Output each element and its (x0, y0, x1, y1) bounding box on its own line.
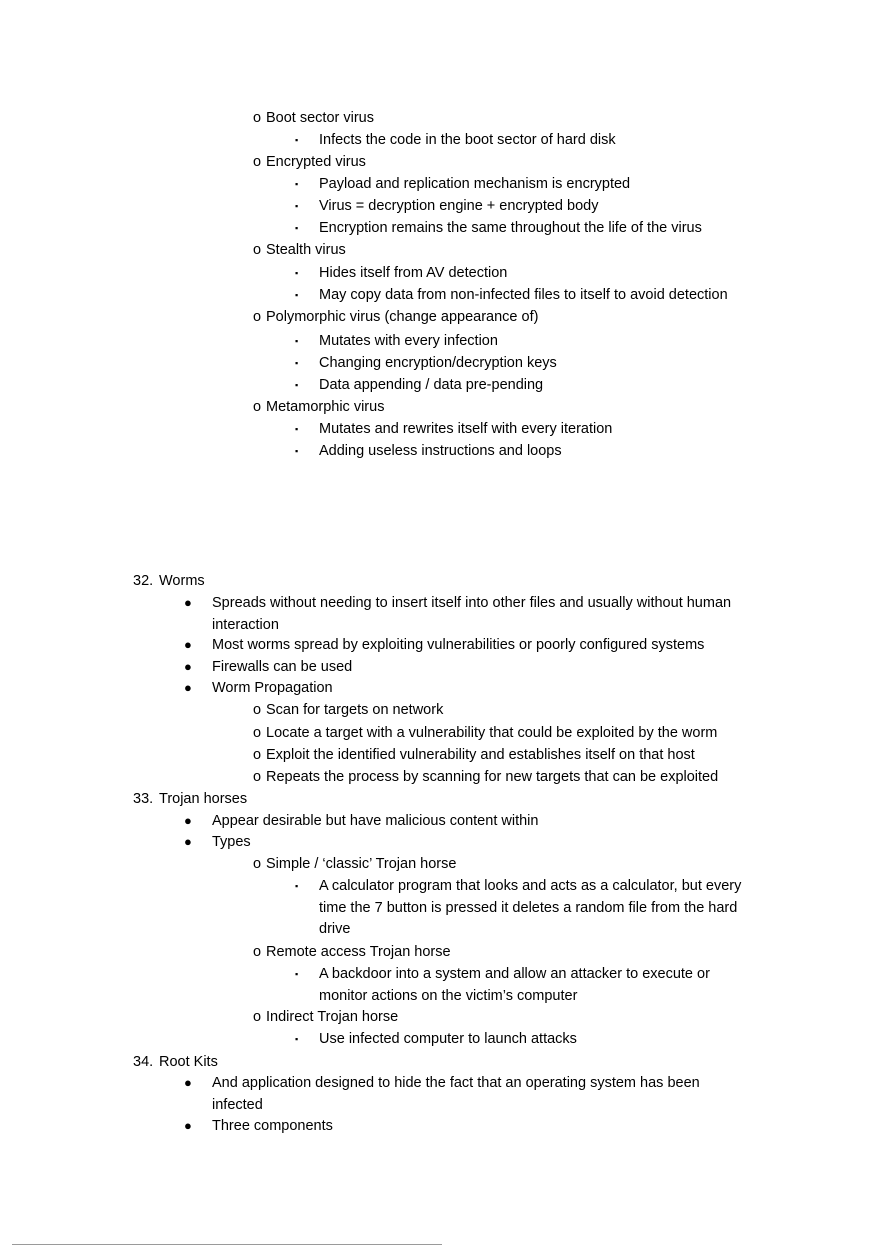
list-item: Repeats the process by scanning for new targets that can be exploited (266, 769, 719, 785)
list-item: A calculator program that looks and acts as a calculator, but every (319, 878, 742, 894)
list-item: May copy data from non-infected files to itself to avoid detection (319, 287, 728, 303)
virus-type-title: Boot sector virus (266, 110, 374, 126)
circle-marker: o (253, 110, 262, 126)
list-item-continuation: monitor actions on the victim’s computer (319, 988, 578, 1004)
list-item-continuation: drive (319, 921, 351, 937)
circle-marker: o (253, 725, 262, 741)
circle-marker: o (253, 856, 262, 872)
list-item-continuation: time the 7 button is pressed it deletes a random file from the hard (319, 900, 738, 916)
trojan-type-title: Remote access Trojan horse (266, 944, 451, 960)
list-item: Most worms spread by exploiting vulnerabilities or poorly configured systems (212, 637, 705, 653)
trojan-type-title: Indirect Trojan horse (266, 1009, 399, 1025)
list-item: Hides itself from AV detection (319, 265, 508, 281)
list-item: Exploit the identified vulnerability and establishes itself on that host (266, 747, 695, 763)
bullet-icon: ● (184, 813, 192, 828)
list-item: Adding useless instructions and loops (319, 443, 562, 459)
circle-marker: o (253, 242, 262, 258)
virus-type-title: Stealth virus (266, 242, 346, 258)
circle-marker: o (253, 399, 262, 415)
square-bullet-icon: ▪ (295, 336, 299, 346)
trojan-type-title: Simple / ‘classic’ Trojan horse (266, 856, 457, 872)
square-bullet-icon: ▪ (295, 201, 299, 211)
list-item: Infects the code in the boot sector of hard disk (319, 132, 616, 148)
circle-marker: o (253, 309, 262, 325)
page-footer-divider (12, 1244, 442, 1245)
list-item: Locate a target with a vulnerability that could be exploited by the worm (266, 725, 718, 741)
circle-marker: o (253, 702, 262, 718)
square-bullet-icon: ▪ (295, 268, 299, 278)
list-item: Types (212, 834, 251, 850)
square-bullet-icon: ▪ (295, 881, 299, 891)
list-item: Spreads without needing to insert itself into other files and usually without human (212, 595, 732, 611)
circle-marker: o (253, 154, 262, 170)
square-bullet-icon: ▪ (295, 380, 299, 390)
list-item: Virus = decryption engine + encrypted body (319, 198, 599, 214)
bullet-icon: ● (184, 1075, 192, 1090)
virus-type-title: Metamorphic virus (266, 399, 385, 415)
list-item: Three components (212, 1118, 333, 1134)
list-item: Data appending / data pre-pending (319, 377, 544, 393)
circle-marker: o (253, 769, 262, 785)
list-item: Mutates and rewrites itself with every iteration (319, 421, 613, 437)
section-title-rootkits: Root Kits (159, 1054, 218, 1070)
square-bullet-icon: ▪ (295, 179, 299, 189)
list-item: Changing encryption/decryption keys (319, 355, 557, 371)
virus-type-title: Polymorphic virus (change appearance of) (266, 309, 539, 325)
square-bullet-icon: ▪ (295, 446, 299, 456)
square-bullet-icon: ▪ (295, 223, 299, 233)
list-item: Appear desirable but have malicious content within (212, 813, 539, 829)
square-bullet-icon: ▪ (295, 1034, 299, 1044)
bullet-icon: ● (184, 595, 192, 610)
bullet-icon: ● (184, 637, 192, 652)
list-item: Encryption remains the same throughout the life of the virus (319, 220, 702, 236)
section-title-worms: Worms (159, 573, 205, 589)
list-item: Mutates with every infection (319, 333, 498, 349)
bullet-icon: ● (184, 1118, 192, 1133)
square-bullet-icon: ▪ (295, 424, 299, 434)
circle-marker: o (253, 944, 262, 960)
square-bullet-icon: ▪ (295, 290, 299, 300)
square-bullet-icon: ▪ (295, 135, 299, 145)
bullet-icon: ● (184, 680, 192, 695)
list-item: Use infected computer to launch attacks (319, 1031, 577, 1047)
bullet-icon: ● (184, 834, 192, 849)
section-title-trojans: Trojan horses (159, 791, 248, 807)
section-number: 33. (133, 791, 154, 807)
list-item: Payload and replication mechanism is encrypted (319, 176, 631, 192)
virus-type-title: Encrypted virus (266, 154, 366, 170)
list-item: Worm Propagation (212, 680, 333, 696)
square-bullet-icon: ▪ (295, 969, 299, 979)
circle-marker: o (253, 1009, 262, 1025)
list-item: Scan for targets on network (266, 702, 444, 718)
square-bullet-icon: ▪ (295, 358, 299, 368)
bullet-icon: ● (184, 659, 192, 674)
section-number: 32. (133, 573, 154, 589)
list-item-continuation: interaction (212, 617, 279, 633)
list-item: Firewalls can be used (212, 659, 353, 675)
section-number: 34. (133, 1054, 154, 1070)
list-item: And application designed to hide the fact that an operating system has been (212, 1075, 700, 1091)
circle-marker: o (253, 747, 262, 763)
list-item: A backdoor into a system and allow an attacker to execute or (319, 966, 710, 982)
list-item-continuation: infected (212, 1097, 263, 1113)
